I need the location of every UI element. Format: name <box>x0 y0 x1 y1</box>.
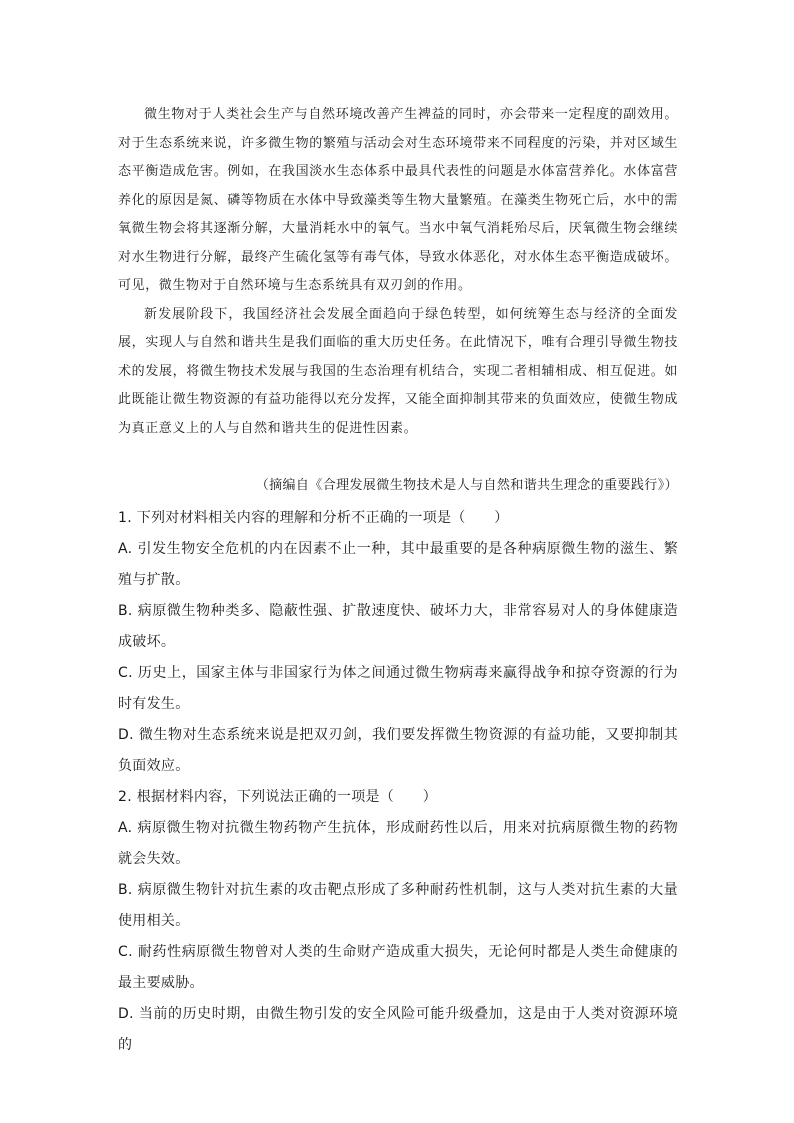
question-1-option-b: B. 病原微生物种类多、隐蔽性强、扩散速度快、破坏力大，非常容易对人的身体健康造成破坏。 <box>118 603 678 650</box>
question-2-option-b: B. 病原微生物针对抗生素的攻击靶点形成了多种耐药性机制，这与人类对抗生素的大量使用相关。 <box>118 882 678 929</box>
reading-passage <box>118 101 678 443</box>
question-list <box>118 503 678 1061</box>
question-1-option-c: C. 历史上，国家主体与非国家行为体之间通过微生物病毒来赢得战争和掠夺资源的行为时有发生。 <box>118 665 678 712</box>
question-1-stem: 1. 下列对材料相关内容的理解和分析不正确的一项是（ ） <box>118 510 509 526</box>
question-2-option-a: A. 病原微生物对抗微生物药物产生抗体，形成耐药性以后，用来对抗病原微生物的药物就会失效。 <box>118 820 678 867</box>
question-2-option-c: C. 耐药性病原微生物曾对人类的生命财产造成重大损失，无论何时都是人类生命健康的最主要威胁。 <box>118 944 678 991</box>
question-2-option-d: D. 当前的历史时期，由微生物引发的安全风险可能升级叠加，这是由于人类对资源环境的 <box>118 1006 678 1053</box>
passage-paragraph-2: 新发展阶段下，我国经济社会发展全面趋向于绿色转型，如何统筹生态与经济的全面发展，实现人与自然和谐共生是我们面临的重大历史任务。在此情况下，唯有合理引导微生物技术的发展，将微生物技术发展与我国的生态治理有机结合，实现二者相辅相成、相互促进。如此既能让微生物资源的有益功能得以充分发挥，又能全面抑制其带来的负面效应，使微生物成为真正意义上的人与自然和谐共生的促进性因素。 <box>118 306 678 436</box>
question-1-option-d: D. 微生物对生态系统来说是把双刃剑，我们要发挥微生物资源的有益功能，又要抑制其负面效应。 <box>118 727 678 774</box>
passage-source: （摘编自《合理发展微生物技术是人与自然和谐共生理念的重要践行》） <box>255 478 678 493</box>
question-1-option-a: A. 引发生物安全危机的内在因素不止一种，其中最重要的是各种病原微生物的滋生、繁殖与扩散。 <box>118 541 678 588</box>
passage-paragraph-1: 微生物对于人类社会生产与自然环境改善产生裨益的同时，亦会带来一定程度的副效用。对于生态系统来说，许多微生物的繁殖与活动会对生态环境带来不同程度的污染，并对区域生态平衡造成危害。例如，在我国淡水生态体系中最具代表性的问题是水体富营养化。水体富营养化的原因是氮、磷等物质在水体中导致藻类等生物大量繁殖。在藻类生物死亡后，水中的需氧微生物会将其逐渐分解，大量消耗水中的氧气。当水中氧气消耗殆尽后，厌氧微生物会继续对水生物进行分解，最终产生硫化氢等有毒气体，导致水体恶化，对水体生态平衡造成破坏。可见，微生物对于自然环境与生态系统具有双刃剑的作用。 <box>118 107 678 293</box>
question-2-stem: 2. 根据材料内容，下列说法正确的一项是（ ） <box>118 789 438 805</box>
